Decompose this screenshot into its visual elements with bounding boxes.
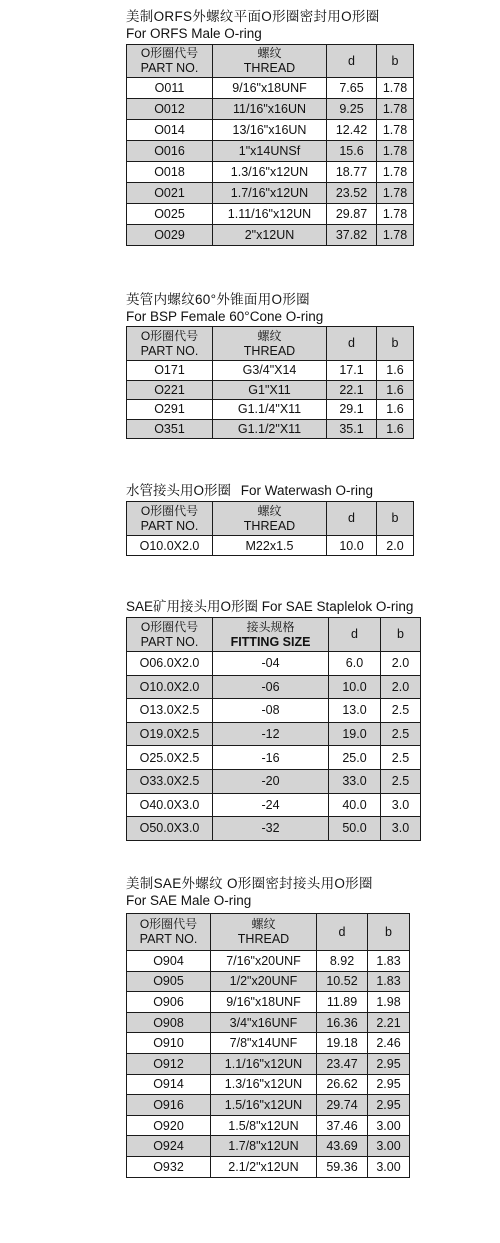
cell-d: 16.36 xyxy=(317,1012,368,1033)
cell-thread: 1.7/16"x12UN xyxy=(213,183,327,204)
table-row xyxy=(127,652,421,676)
cell-part-no: O012 xyxy=(127,99,213,120)
section-sae-male xyxy=(126,875,410,1178)
cell-thread: 9/16"x18UNF xyxy=(211,992,317,1013)
cell-b: 1.6 xyxy=(377,400,414,420)
cell-part-no: O908 xyxy=(127,1012,211,1033)
cell-thread: -12 xyxy=(213,722,329,746)
section-orfs xyxy=(126,8,414,246)
cell-d: 18.77 xyxy=(327,162,377,183)
cell-b: 2.46 xyxy=(368,1033,410,1054)
cell-part-no: O351 xyxy=(127,419,213,439)
table-row xyxy=(127,78,414,99)
cell-thread: 1"x14UNSf xyxy=(213,141,327,162)
cell-d: 10.52 xyxy=(317,971,368,992)
header-d: d xyxy=(327,45,377,78)
section-title xyxy=(126,482,414,499)
cell-d: 17.1 xyxy=(327,361,377,381)
table-row xyxy=(127,1156,410,1177)
cell-thread: -32 xyxy=(213,817,329,841)
cell-d: 50.0 xyxy=(329,817,381,841)
cell-part-no: O906 xyxy=(127,992,211,1013)
table-row xyxy=(127,675,421,699)
cell-d: 37.46 xyxy=(317,1115,368,1136)
cell-d: 8.92 xyxy=(317,951,368,972)
cell-part-no: O910 xyxy=(127,1033,211,1054)
cell-part-no: O014 xyxy=(127,120,213,141)
cell-d: 9.25 xyxy=(327,99,377,120)
cell-thread: 11/16"x16UN xyxy=(213,99,327,120)
cell-part-no: O905 xyxy=(127,971,211,992)
cell-part-no: O018 xyxy=(127,162,213,183)
cell-thread: 1.5/16"x12UN xyxy=(211,1095,317,1116)
cell-d: 23.47 xyxy=(317,1053,368,1074)
cell-part-no: O10.0X2.0 xyxy=(127,536,213,556)
cell-b: 2.5 xyxy=(381,699,421,723)
section-bsp xyxy=(126,291,414,439)
table-row xyxy=(127,162,414,183)
cell-thread: -24 xyxy=(213,793,329,817)
cell-thread: 1.1/16"x12UN xyxy=(211,1053,317,1074)
header-thread: 螺纹 THREAD xyxy=(213,502,327,536)
cell-d: 25.0 xyxy=(329,746,381,770)
section-title-en: For ORFS Male O-ring xyxy=(126,26,262,41)
cell-b: 2.95 xyxy=(368,1053,410,1074)
cell-thread: G3/4"X14 xyxy=(213,361,327,381)
cell-part-no: O171 xyxy=(127,361,213,381)
header-fitting-size: 接头规格 FITTING SIZE xyxy=(213,618,329,652)
cell-thread: 7/8"x14UNF xyxy=(211,1033,317,1054)
header-d: d xyxy=(317,914,368,951)
cell-thread: M22x1.5 xyxy=(213,536,327,556)
table-row xyxy=(127,793,421,817)
cell-b: 1.6 xyxy=(377,419,414,439)
section-waterwash xyxy=(126,482,414,556)
cell-b: 1.6 xyxy=(377,380,414,400)
cell-b: 3.00 xyxy=(368,1136,410,1157)
cell-d: 6.0 xyxy=(329,652,381,676)
cell-thread: G1.1/2"X11 xyxy=(213,419,327,439)
table-row xyxy=(127,951,410,972)
cell-part-no: O016 xyxy=(127,141,213,162)
cell-d: 29.87 xyxy=(327,204,377,225)
cell-d: 59.36 xyxy=(317,1156,368,1177)
table-row xyxy=(127,225,414,246)
table-row xyxy=(127,1074,410,1095)
header-b: b xyxy=(377,502,414,536)
table-row xyxy=(127,971,410,992)
cell-b: 1.78 xyxy=(377,183,414,204)
cell-thread: 13/16"x16UN xyxy=(213,120,327,141)
table-row xyxy=(127,380,414,400)
spec-table xyxy=(126,501,414,556)
cell-thread: -08 xyxy=(213,699,329,723)
table-row xyxy=(127,361,414,381)
cell-part-no: O914 xyxy=(127,1074,211,1095)
cell-b: 2.0 xyxy=(381,675,421,699)
table-row xyxy=(127,400,414,420)
cell-part-no: O924 xyxy=(127,1136,211,1157)
cell-part-no: O904 xyxy=(127,951,211,972)
table-row xyxy=(127,141,414,162)
cell-part-no: O06.0X2.0 xyxy=(127,652,213,676)
table-row xyxy=(127,746,421,770)
section-title-zh: 英管内螺纹60°外锥面用O形圈 xyxy=(126,292,310,307)
cell-thread: -06 xyxy=(213,675,329,699)
cell-b: 1.78 xyxy=(377,204,414,225)
cell-b: 2.0 xyxy=(377,536,414,556)
cell-b: 1.6 xyxy=(377,361,414,381)
cell-part-no: O920 xyxy=(127,1115,211,1136)
section-title-en: For Waterwash O-ring xyxy=(240,483,374,498)
section-title-zh: 美制ORFS外螺纹平面O形圈密封用O形圈 xyxy=(126,9,380,24)
table-row xyxy=(127,722,421,746)
table-row xyxy=(127,1136,410,1157)
cell-d: 29.1 xyxy=(327,400,377,420)
spec-table xyxy=(126,913,410,1178)
cell-part-no: O932 xyxy=(127,1156,211,1177)
cell-b: 1.98 xyxy=(368,992,410,1013)
cell-b: 2.21 xyxy=(368,1012,410,1033)
cell-thread: 2.1/2"x12UN xyxy=(211,1156,317,1177)
cell-part-no: O916 xyxy=(127,1095,211,1116)
header-thread: 螺纹 THREAD xyxy=(213,327,327,361)
cell-part-no: O029 xyxy=(127,225,213,246)
section-sae-staplelok xyxy=(126,598,421,841)
spec-table xyxy=(126,326,414,439)
section-title-zh: 水管接头用O形圈 xyxy=(126,483,232,498)
cell-d: 35.1 xyxy=(327,419,377,439)
cell-d: 7.65 xyxy=(327,78,377,99)
cell-b: 2.5 xyxy=(381,746,421,770)
table-row xyxy=(127,1115,410,1136)
cell-d: 23.52 xyxy=(327,183,377,204)
cell-part-no: O025 xyxy=(127,204,213,225)
table-row xyxy=(127,1012,410,1033)
cell-d: 22.1 xyxy=(327,380,377,400)
cell-d: 10.0 xyxy=(327,536,377,556)
cell-b: 2.95 xyxy=(368,1095,410,1116)
cell-thread: 1.7/8"x12UN xyxy=(211,1136,317,1157)
cell-d: 29.74 xyxy=(317,1095,368,1116)
cell-b: 2.5 xyxy=(381,722,421,746)
cell-part-no: O40.0X3.0 xyxy=(127,793,213,817)
header-part-no: O形圈代号 PART NO. xyxy=(127,45,213,78)
cell-part-no: O33.0X2.5 xyxy=(127,769,213,793)
table-row xyxy=(127,536,414,556)
cell-part-no: O50.0X3.0 xyxy=(127,817,213,841)
cell-thread: -16 xyxy=(213,746,329,770)
cell-thread: G1"X11 xyxy=(213,380,327,400)
section-title-en: For SAE Staplelok O-ring xyxy=(261,599,414,614)
cell-part-no: O912 xyxy=(127,1053,211,1074)
header-b: b xyxy=(377,327,414,361)
cell-thread: -20 xyxy=(213,769,329,793)
cell-d: 10.0 xyxy=(329,675,381,699)
header-d: d xyxy=(327,502,377,536)
cell-d: 19.18 xyxy=(317,1033,368,1054)
cell-thread: 1.11/16"x12UN xyxy=(213,204,327,225)
header-d: d xyxy=(327,327,377,361)
cell-d: 43.69 xyxy=(317,1136,368,1157)
cell-d: 37.82 xyxy=(327,225,377,246)
table-row xyxy=(127,1095,410,1116)
header-part-no: O形圈代号 PART NO. xyxy=(127,914,211,951)
cell-d: 33.0 xyxy=(329,769,381,793)
header-part-no: O形圈代号 PART NO. xyxy=(127,618,213,652)
table-row xyxy=(127,120,414,141)
cell-b: 2.5 xyxy=(381,769,421,793)
spec-table xyxy=(126,44,414,246)
cell-part-no: O011 xyxy=(127,78,213,99)
header-part-no: O形圈代号 PART NO. xyxy=(127,502,213,536)
table-row xyxy=(127,419,414,439)
header-d: d xyxy=(329,618,381,652)
cell-d: 11.89 xyxy=(317,992,368,1013)
cell-part-no: O021 xyxy=(127,183,213,204)
table-row xyxy=(127,1053,410,1074)
cell-thread: 9/16"x18UNF xyxy=(213,78,327,99)
table-row xyxy=(127,769,421,793)
table-row xyxy=(127,183,414,204)
cell-part-no: O25.0X2.5 xyxy=(127,746,213,770)
cell-b: 3.00 xyxy=(368,1115,410,1136)
cell-b: 1.78 xyxy=(377,225,414,246)
cell-b: 3.0 xyxy=(381,793,421,817)
cell-d: 12.42 xyxy=(327,120,377,141)
header-thread: 螺纹 THREAD xyxy=(211,914,317,951)
table-row xyxy=(127,699,421,723)
cell-thread: 3/4"x16UNF xyxy=(211,1012,317,1033)
table-row xyxy=(127,992,410,1013)
cell-b: 3.0 xyxy=(381,817,421,841)
cell-thread: G1.1/4"X11 xyxy=(213,400,327,420)
cell-d: 19.0 xyxy=(329,722,381,746)
spec-table xyxy=(126,617,421,841)
cell-thread: 1.5/8"x12UN xyxy=(211,1115,317,1136)
cell-thread: 1.3/16"x12UN xyxy=(213,162,327,183)
cell-d: 40.0 xyxy=(329,793,381,817)
table-row xyxy=(127,99,414,120)
header-b: b xyxy=(368,914,410,951)
cell-thread: -04 xyxy=(213,652,329,676)
cell-d: 26.62 xyxy=(317,1074,368,1095)
cell-b: 1.78 xyxy=(377,78,414,99)
cell-part-no: O10.0X2.0 xyxy=(127,675,213,699)
table-row xyxy=(127,1033,410,1054)
section-title-en: For BSP Female 60°Cone O-ring xyxy=(126,309,324,324)
cell-b: 2.95 xyxy=(368,1074,410,1095)
cell-b: 1.78 xyxy=(377,162,414,183)
header-part-no: O形圈代号 PART NO. xyxy=(127,327,213,361)
cell-d: 15.6 xyxy=(327,141,377,162)
section-title-zh: SAE矿用接头用O形圈 xyxy=(126,599,259,614)
cell-b: 1.78 xyxy=(377,99,414,120)
cell-thread: 2"x12UN xyxy=(213,225,327,246)
cell-part-no: O13.0X2.5 xyxy=(127,699,213,723)
section-title-zh: 美制SAE外螺纹 O形圈密封接头用O形圈 xyxy=(126,876,373,891)
cell-thread: 7/16"x20UNF xyxy=(211,951,317,972)
header-b: b xyxy=(377,45,414,78)
cell-b: 2.0 xyxy=(381,652,421,676)
cell-d: 13.0 xyxy=(329,699,381,723)
cell-b: 1.83 xyxy=(368,971,410,992)
cell-thread: 1/2"x20UNF xyxy=(211,971,317,992)
table-row xyxy=(127,204,414,225)
header-thread: 螺纹 THREAD xyxy=(213,45,327,78)
cell-b: 1.83 xyxy=(368,951,410,972)
section-title xyxy=(126,598,421,615)
section-title-en: For SAE Male O-ring xyxy=(126,893,252,908)
cell-part-no: O291 xyxy=(127,400,213,420)
cell-b: 1.78 xyxy=(377,120,414,141)
cell-thread: 1.3/16"x12UN xyxy=(211,1074,317,1095)
table-row xyxy=(127,817,421,841)
cell-b: 1.78 xyxy=(377,141,414,162)
cell-part-no: O19.0X2.5 xyxy=(127,722,213,746)
header-b: b xyxy=(381,618,421,652)
cell-part-no: O221 xyxy=(127,380,213,400)
cell-b: 3.00 xyxy=(368,1156,410,1177)
